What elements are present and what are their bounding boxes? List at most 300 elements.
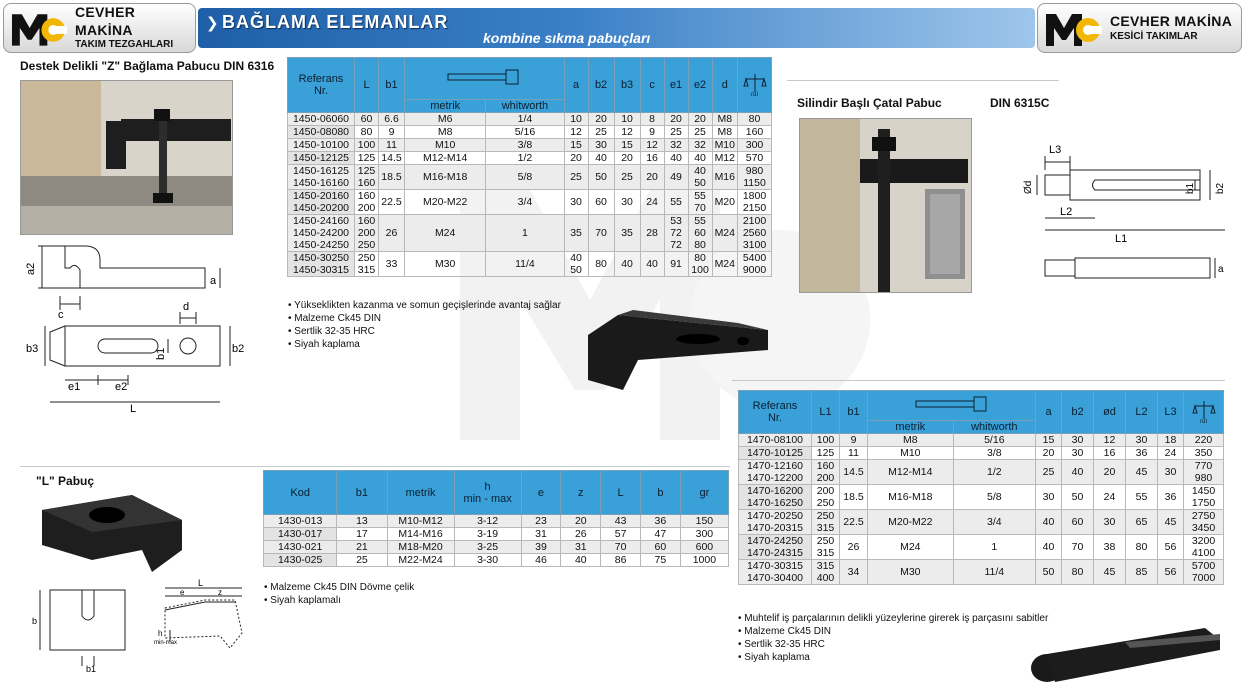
table-cell: 1430-021 <box>264 541 337 554</box>
table-cell: 1/4 <box>486 113 564 126</box>
bullet: • Yükseklikten kazanma ve somun geçişlerinde avantaj sağlar <box>288 299 561 312</box>
col-header-weight <box>738 58 772 113</box>
table-row <box>288 165 772 190</box>
banner-arrow-icon: ❯ <box>206 15 219 32</box>
l-clamp-product-image <box>32 490 192 580</box>
table-cell: 65 <box>1126 510 1158 535</box>
table-cell: 25 <box>588 126 614 139</box>
table-cell: 30 <box>1062 447 1094 460</box>
table-cell: 31 <box>561 541 601 554</box>
table-cell: 1450-30250 1450-30315 <box>288 252 355 277</box>
bullet: • Sertlik 32-35 HRC <box>288 325 561 338</box>
table-cell: 45 <box>1126 460 1158 485</box>
table-cell: 26 <box>840 535 868 560</box>
table-cell: M12-M14 <box>868 460 954 485</box>
table-cell: 32 <box>664 139 688 152</box>
table-cell: M10 <box>712 139 737 152</box>
table-cell: 46 <box>521 554 561 567</box>
table-cell: 40 <box>640 252 664 277</box>
fork-clamp-table-body <box>739 434 1224 585</box>
table-cell: M24 <box>712 215 737 252</box>
table-cell: 55 70 <box>688 190 712 215</box>
table-cell: M10-M12 <box>387 515 454 528</box>
table-cell: 20 <box>688 113 712 126</box>
table-cell: 8 <box>640 113 664 126</box>
table-row <box>288 190 772 215</box>
table-cell: 50 <box>588 165 614 190</box>
table-cell: 80 100 <box>688 252 712 277</box>
table-cell: 60 <box>355 113 379 126</box>
table-cell: 40 <box>1062 460 1094 485</box>
table-cell: M8 <box>712 126 737 139</box>
bullet: • Siyah kaplama <box>288 338 561 351</box>
table-cell: 12 <box>564 126 588 139</box>
table-cell: 570 <box>738 152 772 165</box>
table-cell: 30 <box>1158 460 1184 485</box>
dim-e1: e1 <box>68 381 81 393</box>
table-cell: 100 <box>812 434 840 447</box>
fork-clamp-din: DIN 6315C <box>990 96 1050 110</box>
table-cell: 80 <box>355 126 379 139</box>
table-cell: 160 200 <box>812 460 840 485</box>
col-header-metric: metrik <box>868 421 954 434</box>
table-cell: M6 <box>405 113 486 126</box>
z-clamp-table-body <box>288 113 772 277</box>
col-header-d: d <box>712 58 737 113</box>
bullet: • Malzeme Ck45 DIN <box>738 625 1048 638</box>
table-row <box>739 560 1224 585</box>
table-cell: 1470-30315 1470-30400 <box>739 560 812 585</box>
table-cell: 70 <box>1062 535 1094 560</box>
brand-right-sub: KESİCİ TAKIMLAR <box>1110 30 1198 42</box>
table-cell: M22-M24 <box>387 554 454 567</box>
col-header-b1: b1 <box>337 471 387 515</box>
table-cell: 10 <box>614 113 640 126</box>
table-cell: M10 <box>868 447 954 460</box>
table-cell: 160 200 250 <box>355 215 379 252</box>
table-cell: 6.6 <box>379 113 405 126</box>
col-header-ref: Referans Nr. <box>739 391 812 434</box>
table-cell: 1450-06060 <box>288 113 355 126</box>
dim-b1: b1 <box>155 347 167 360</box>
table-cell: 26 <box>561 528 601 541</box>
table-cell: 16 <box>640 152 664 165</box>
col-header-whitworth: whitworth <box>953 421 1035 434</box>
table-cell: M12 <box>712 152 737 165</box>
table-cell: 50 <box>1036 560 1062 585</box>
table-cell: 1/2 <box>486 152 564 165</box>
table-cell: 5/16 <box>486 126 564 139</box>
fork-clamp-product-image <box>1025 620 1225 690</box>
table-cell: 60 <box>1062 510 1094 535</box>
table-cell: 160 200 <box>355 190 379 215</box>
z-clamp-photo <box>20 80 233 235</box>
table-cell: 22.5 <box>840 510 868 535</box>
l-clamp-title: "L" Pabuç <box>36 474 95 488</box>
table-cell: 35 <box>614 215 640 252</box>
z-clamp-drawing <box>20 240 250 415</box>
table-cell: 20 <box>588 113 614 126</box>
table-cell: 20 <box>561 515 601 528</box>
table-cell: 21 <box>337 541 387 554</box>
l-clamp-bullets <box>264 581 414 607</box>
table-cell: M18-M20 <box>387 541 454 554</box>
dim-L1: L1 <box>1115 233 1128 245</box>
table-cell: 315 400 <box>812 560 840 585</box>
col-header-c: c <box>640 58 664 113</box>
dim-fork-b1: b1 <box>1185 182 1196 194</box>
z-clamp-table <box>287 57 772 277</box>
table-cell: 20 <box>614 152 640 165</box>
table-cell: 1000 <box>680 554 728 567</box>
table-cell: 1450-20160 1450-20200 <box>288 190 355 215</box>
l-clamp-table-body <box>264 515 729 567</box>
table-cell: 1430-017 <box>264 528 337 541</box>
table-cell: 36 <box>1158 485 1184 510</box>
table-cell: 40 <box>664 152 688 165</box>
table-cell: 20 <box>1036 447 1062 460</box>
table-cell: 32 <box>688 139 712 152</box>
table-cell: M24 <box>712 252 737 277</box>
table-row <box>288 252 772 277</box>
l-clamp-drawing <box>30 578 260 673</box>
page-header <box>0 0 1245 56</box>
table-cell: 40 <box>1036 510 1062 535</box>
table-cell: 3-30 <box>454 554 521 567</box>
table-row <box>739 535 1224 560</box>
z-clamp-title: Destek Delikli "Z" Bağlama Pabucu DIN 6316 <box>20 59 275 73</box>
table-cell: 9 <box>640 126 664 139</box>
table-cell: 26 <box>379 215 405 252</box>
table-cell: 10 <box>564 113 588 126</box>
table-cell: 28 <box>640 215 664 252</box>
dim-fork-b2: b2 <box>1215 182 1226 194</box>
dim-b: b <box>32 616 38 626</box>
table-cell: M20 <box>712 190 737 215</box>
table-cell: 25 <box>664 126 688 139</box>
col-header-kod: Kod <box>264 471 337 515</box>
table-cell: 45 <box>1158 510 1184 535</box>
table-cell: M8 <box>405 126 486 139</box>
table-row <box>264 541 729 554</box>
table-cell: 3/8 <box>486 139 564 152</box>
table-cell: M16 <box>712 165 737 190</box>
dim-a: a <box>210 275 217 287</box>
table-cell: 60 <box>588 190 614 215</box>
dim-l-b1: b1 <box>86 664 97 673</box>
table-cell: 20 <box>664 113 688 126</box>
table-cell: 1 <box>953 535 1035 560</box>
table-cell: 1430-025 <box>264 554 337 567</box>
dim-l-hrange: min-max <box>154 640 178 646</box>
brand-right <box>1037 3 1242 53</box>
table-cell: 600 <box>680 541 728 554</box>
table-cell: 15 <box>1036 434 1062 447</box>
table-cell: 60 <box>640 541 680 554</box>
fork-clamp-bullets <box>738 612 1048 664</box>
table-cell: 15 <box>564 139 588 152</box>
table-cell: 11 <box>840 447 868 460</box>
bullet: • Siyah kaplama <box>738 651 1048 664</box>
table-cell: 250 315 <box>355 252 379 277</box>
table-cell: 40 <box>588 152 614 165</box>
col-header-b2: b2 <box>588 58 614 113</box>
brand-right-name: CEVHER MAKİNA <box>1110 13 1233 29</box>
table-cell: 30 <box>1094 510 1126 535</box>
col-header-b2: b2 <box>1062 391 1094 434</box>
table-cell: M20-M22 <box>868 510 954 535</box>
title-banner <box>198 8 1035 48</box>
fork-clamp-drawing <box>1015 140 1230 298</box>
z-clamp-bullets <box>288 299 561 351</box>
dim-l-h: h <box>158 629 163 638</box>
table-cell: 3/4 <box>953 510 1035 535</box>
col-header-L: L <box>601 471 641 515</box>
col-header-L: L <box>355 58 379 113</box>
table-cell: 250 315 <box>812 510 840 535</box>
table-cell: 40 <box>561 554 601 567</box>
table-cell: M24 <box>405 215 486 252</box>
table-cell: 1450-08080 <box>288 126 355 139</box>
table-cell: 20 <box>1094 460 1126 485</box>
table-cell: M24 <box>868 535 954 560</box>
table-cell: 30 <box>614 190 640 215</box>
col-header-gr: gr <box>680 471 728 515</box>
table-cell: 100 <box>355 139 379 152</box>
table-cell: 40 50 <box>688 165 712 190</box>
table-cell: 14.5 <box>840 460 868 485</box>
table-cell: 770 980 <box>1184 460 1224 485</box>
table-cell: 2750 3450 <box>1184 510 1224 535</box>
table-cell: 13 <box>337 515 387 528</box>
table-cell: 5/16 <box>953 434 1035 447</box>
table-cell: 3/4 <box>486 190 564 215</box>
table-cell: 3-19 <box>454 528 521 541</box>
table-cell: 39 <box>521 541 561 554</box>
table-cell: M10 <box>405 139 486 152</box>
table-cell: 14.5 <box>379 152 405 165</box>
table-row <box>739 510 1224 535</box>
col-header-L2: L2 <box>1126 391 1158 434</box>
table-cell: 40 <box>1036 535 1062 560</box>
table-cell: M16-M18 <box>405 165 486 190</box>
dim-l-e: e <box>180 588 185 597</box>
table-cell: 70 <box>588 215 614 252</box>
table-cell: 3200 4100 <box>1184 535 1224 560</box>
table-cell: 80 <box>588 252 614 277</box>
table-cell: 30 <box>1036 485 1062 510</box>
table-cell: 31 <box>521 528 561 541</box>
table-cell: 11/4 <box>486 252 564 277</box>
table-cell: 300 <box>738 139 772 152</box>
table-cell: 86 <box>601 554 641 567</box>
table-cell: 56 <box>1158 535 1184 560</box>
col-header-e: e <box>521 471 561 515</box>
table-cell: 24 <box>1094 485 1126 510</box>
svg-text:(g): (g) <box>1199 418 1207 423</box>
table-cell: 5/8 <box>486 165 564 190</box>
mc-logo-icon <box>1044 8 1102 48</box>
table-cell: 1470-12160 1470-12200 <box>739 460 812 485</box>
table-cell: 1470-10125 <box>739 447 812 460</box>
brand-left-sub: TAKIM TEZGAHLARI <box>74 39 174 51</box>
table-cell: 40 <box>614 252 640 277</box>
table-cell: 220 <box>1184 434 1224 447</box>
table-row <box>288 215 772 252</box>
bullet: • Muhtelif iş parçalarının delikli yüzeylerine girerek iş parçasını sabitler <box>738 612 1048 625</box>
table-cell: 250 315 <box>812 535 840 560</box>
table-cell: 23 <box>521 515 561 528</box>
table-cell: 980 1150 <box>738 165 772 190</box>
table-cell: 55 <box>1126 485 1158 510</box>
table-cell: 25 <box>688 126 712 139</box>
table-cell: 1450 1750 <box>1184 485 1224 510</box>
table-cell: 56 <box>1158 560 1184 585</box>
table-cell: 12 <box>1094 434 1126 447</box>
table-row <box>288 152 772 165</box>
table-cell: 1470-20250 1470-20315 <box>739 510 812 535</box>
table-cell: 125 <box>812 447 840 460</box>
table-cell: 49 <box>664 165 688 190</box>
table-cell: 150 <box>680 515 728 528</box>
table-cell: 17 <box>337 528 387 541</box>
table-cell: M16-M18 <box>868 485 954 510</box>
table-cell: 3/8 <box>953 447 1035 460</box>
table-row <box>739 447 1224 460</box>
fork-divider <box>787 80 1059 90</box>
table-cell: 5/8 <box>953 485 1035 510</box>
table-cell: 1470-16200 1470-16250 <box>739 485 812 510</box>
fork-clamp-title: Silindir Başlı Çatal Pabuc <box>797 96 942 110</box>
dim-c: c <box>58 309 64 321</box>
col-header-thread <box>405 58 565 100</box>
table-cell: 1800 2150 <box>738 190 772 215</box>
table-cell: 24 <box>1158 447 1184 460</box>
table-cell: 3-12 <box>454 515 521 528</box>
table-cell: 45 <box>1094 560 1126 585</box>
table-row <box>288 139 772 152</box>
table-cell: 50 <box>1062 485 1094 510</box>
col-header-whitworth: whitworth <box>486 100 564 113</box>
table-cell: 25 <box>564 165 588 190</box>
table-cell: 1450-24160 1450-24200 1450-24250 <box>288 215 355 252</box>
mc-logo-icon <box>10 8 67 48</box>
fork-clamp-table <box>738 390 1224 585</box>
table-cell: 22.5 <box>379 190 405 215</box>
table-cell: 35 <box>564 215 588 252</box>
col-header-L3: L3 <box>1158 391 1184 434</box>
table-cell: 75 <box>640 554 680 567</box>
brand-left-name: CEVHER MAKİNA <box>74 4 136 38</box>
page-title: BAĞLAMA ELEMANLAR <box>222 12 449 32</box>
l-clamp-table <box>263 470 729 567</box>
table-cell: 9 <box>840 434 868 447</box>
bullet: • Sertlik 32-35 HRC <box>738 638 1048 651</box>
table-cell: 30 <box>588 139 614 152</box>
table-cell: 300 <box>680 528 728 541</box>
table-row <box>264 515 729 528</box>
table-cell: 25 <box>1036 460 1062 485</box>
table-cell: 125 160 <box>355 165 379 190</box>
table-cell: 11/4 <box>953 560 1035 585</box>
table-cell: 80 <box>1062 560 1094 585</box>
table-cell: 40 50 <box>564 252 588 277</box>
fork-clamp-photo-art <box>800 119 972 293</box>
col-header-b3: b3 <box>614 58 640 113</box>
table-cell: 53 72 72 <box>664 215 688 252</box>
page-subtitle: kombine sıkma pabuçları <box>483 30 651 46</box>
table-cell: 43 <box>601 515 641 528</box>
table-cell: 20 <box>640 165 664 190</box>
table-cell: 85 <box>1126 560 1158 585</box>
col-header-a: a <box>564 58 588 113</box>
table-cell: M30 <box>405 252 486 277</box>
table-cell: 30 <box>1126 434 1158 447</box>
scale-icon <box>1192 399 1216 423</box>
table-cell: 160 <box>738 126 772 139</box>
table-cell: M14-M16 <box>387 528 454 541</box>
table-row <box>288 126 772 139</box>
table-cell: 2100 2560 3100 <box>738 215 772 252</box>
dim-e2: e2 <box>115 381 128 393</box>
dim-b3: b3 <box>26 343 39 355</box>
table-cell: 55 60 80 <box>688 215 712 252</box>
table-cell: 36 <box>1126 447 1158 460</box>
table-cell: 38 <box>1094 535 1126 560</box>
table-row <box>739 434 1224 447</box>
table-row <box>739 485 1224 510</box>
dim-L: L <box>130 403 137 415</box>
col-header-e2: e2 <box>688 58 712 113</box>
table-cell: M30 <box>868 560 954 585</box>
table-cell: 33 <box>379 252 405 277</box>
table-cell: 5400 9000 <box>738 252 772 277</box>
table-cell: 34 <box>840 560 868 585</box>
table-cell: 80 <box>738 113 772 126</box>
table-cell: 18.5 <box>840 485 868 510</box>
table-cell: 91 <box>664 252 688 277</box>
table-cell: 80 <box>1126 535 1158 560</box>
table-cell: 30 <box>564 190 588 215</box>
col-header-z: z <box>561 471 601 515</box>
dim-fork-a: a <box>1218 264 1224 275</box>
brand-left <box>3 3 196 53</box>
table-cell: 25 <box>614 165 640 190</box>
svg-text:(g): (g) <box>750 91 758 96</box>
table-cell: 30 <box>1062 434 1094 447</box>
table-cell: 350 <box>1184 447 1224 460</box>
table-cell: 1450-10100 <box>288 139 355 152</box>
bullet: • Malzeme Ck45 DIN <box>288 312 561 325</box>
table-cell: 40 <box>688 152 712 165</box>
table-cell: 1450-12125 <box>288 152 355 165</box>
col-header-metric: metrik <box>387 471 454 515</box>
table-cell: 18 <box>1158 434 1184 447</box>
bullet: • Malzeme Ck45 DIN Dövme çelik <box>264 581 414 594</box>
col-header-b1: b1 <box>379 58 405 113</box>
table-cell: 11 <box>379 139 405 152</box>
bolt-icon <box>912 395 992 413</box>
table-cell: 12 <box>614 126 640 139</box>
dim-d: d <box>183 301 190 313</box>
table-row <box>739 460 1224 485</box>
col-header-ref: Referans Nr. <box>288 58 355 113</box>
table-cell: M12-M14 <box>405 152 486 165</box>
dim-l-z: z <box>218 588 222 597</box>
bullet: • Siyah kaplamalı <box>264 594 414 607</box>
z-clamp-photo-art <box>21 81 233 235</box>
table-row <box>288 113 772 126</box>
